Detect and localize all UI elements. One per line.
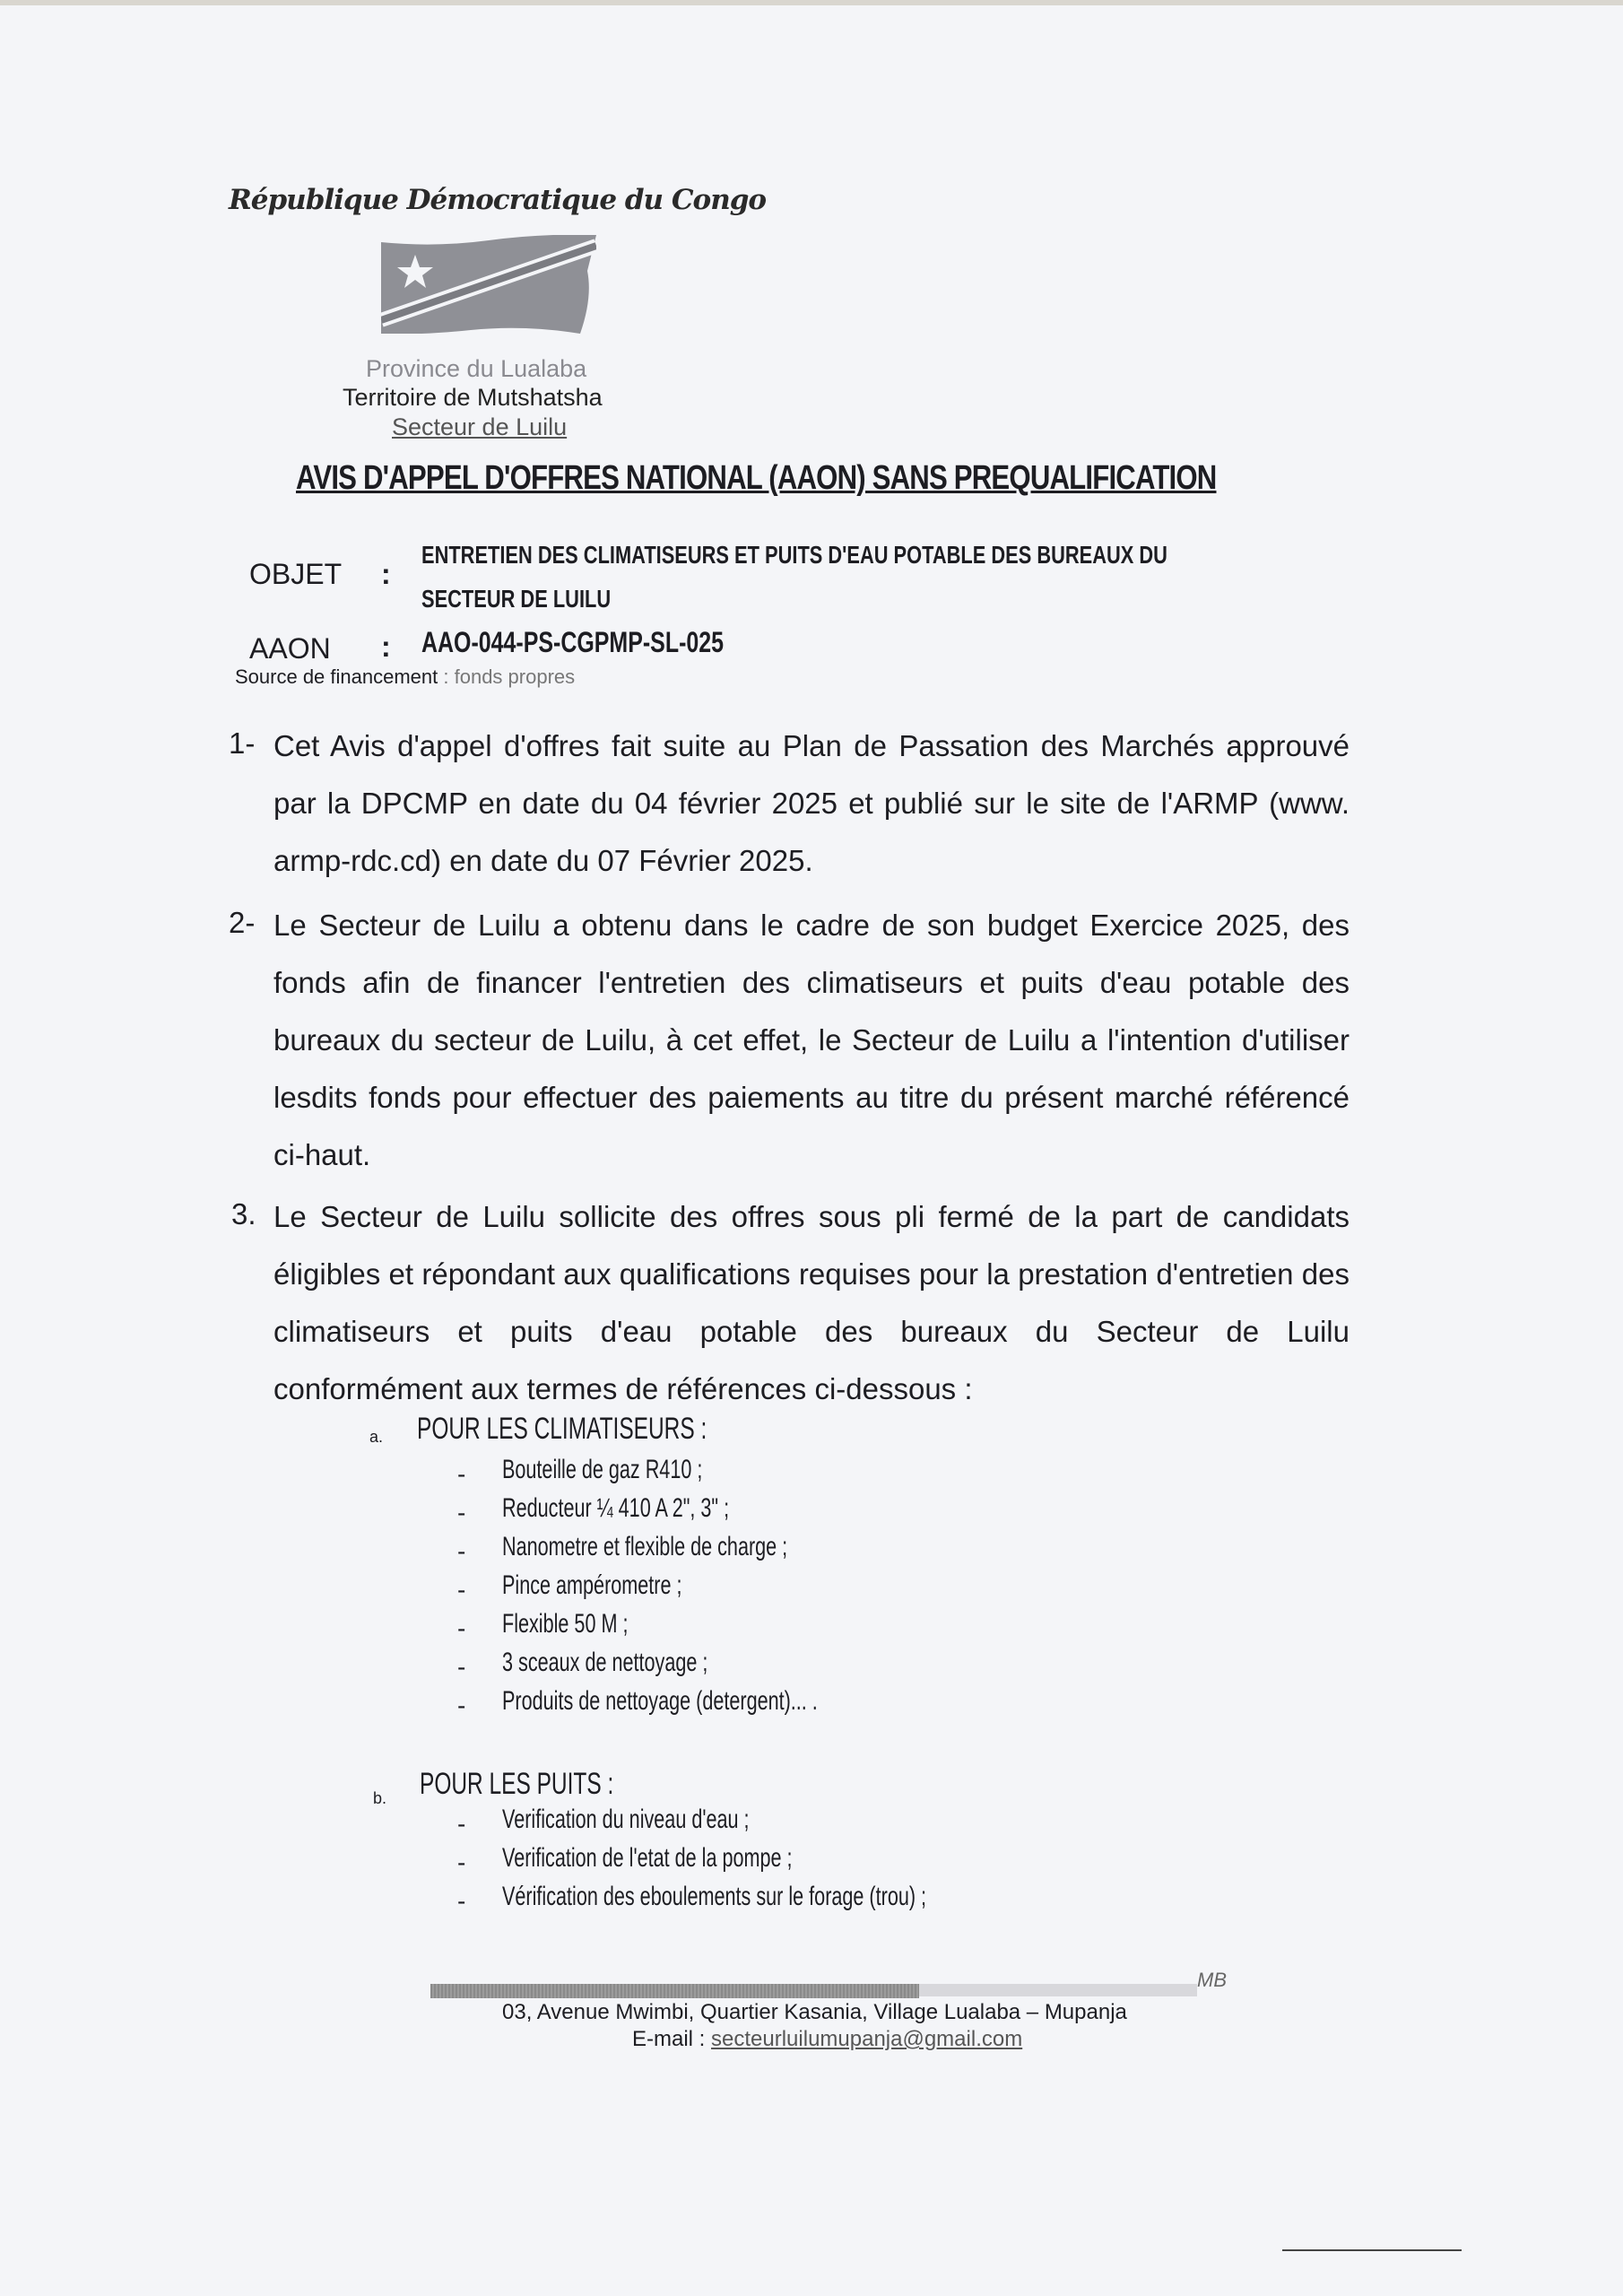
signature-line xyxy=(1282,2249,1462,2251)
bullet-dash-icon: - xyxy=(457,1653,466,1681)
bullet-dash-icon: - xyxy=(457,1460,466,1488)
initials: MB xyxy=(1197,1969,1227,1991)
paragraph-2: Le Secteur de Luilu a obtenu dans le cadre de son budget Exercice 2025, des fonds afin de financer l'entretien des climatiseurs et puits d'eau potable des bureaux du secteur de Luilu, à cet effet, le Secteur de Luilu a l'intention d'utiliser lesdits fonds pour effectuer des paiements au titre du présent marché référencé ci-haut. xyxy=(273,909,1350,1171)
section-heading: POUR LES PUITS : xyxy=(420,1767,614,1801)
footer-email-row xyxy=(632,2027,1022,2052)
objet-label: OBJET xyxy=(249,558,343,590)
email-link[interactable]: secteurluilumupanja@gmail.com xyxy=(711,2027,1023,2051)
bullet-dash-icon: - xyxy=(457,1576,466,1604)
footer-address: 03, Avenue Mwimbi, Quartier Kasania, Village Lualaba – Mupanja xyxy=(502,2000,1127,2024)
secteur-label: Secteur de Luilu xyxy=(392,413,568,440)
email-label: E-mail : xyxy=(632,2027,706,2051)
document-title: AVIS D'APPEL D'OFFRES NATIONAL (AAON) SANS PREQUALIFICATION xyxy=(296,459,1217,497)
drc-flag-icon xyxy=(381,235,596,334)
list-item-text: Vérification des eboulements sur le forage (trou) ; xyxy=(502,1882,927,1911)
bullet-dash-icon: - xyxy=(457,1537,466,1565)
section-letter: b. xyxy=(373,1789,387,1807)
list-item-text: Nanometre et flexible de charge ; xyxy=(502,1532,788,1561)
financing-value: : fonds propres xyxy=(443,665,576,688)
list-item-text: Bouteille de gaz R410 ; xyxy=(502,1455,703,1484)
list-item-text: Flexible 50 M ; xyxy=(502,1609,629,1639)
list-item-text: Verification de l'etat de la pompe ; xyxy=(502,1843,793,1873)
province-label: Province du Lualaba xyxy=(366,355,587,382)
section-heading: POUR LES CLIMATISEURS : xyxy=(417,1412,707,1446)
financing-source xyxy=(235,665,575,689)
paragraph-3: Le Secteur de Luilu sollicite des offres sous pli fermé de la part de candidats éligibles et répondant aux qualifications requises pour la prestation d'entretien des climatiseurs et puits d'eau potable des bureaux du Secteur de Luilu conformément aux termes de références ci-dessous : xyxy=(273,1200,1350,1405)
financing-label: Source de financement xyxy=(235,665,438,688)
paragraph-number: 3. xyxy=(231,1197,256,1231)
objet-sep: : xyxy=(381,558,391,590)
list-item-text: Reducteur ¼ 410 A 2", 3" ; xyxy=(502,1493,730,1523)
section-letter: a. xyxy=(369,1428,384,1446)
bullet-dash-icon: - xyxy=(457,1499,466,1526)
list-item-text: 3 sceaux de nettoyage ; xyxy=(502,1648,708,1677)
list-item-text: Produits de nettoyage (detergent)... . xyxy=(502,1686,818,1716)
paragraph-1: Cet Avis d'appel d'offres fait suite au Plan de Passation des Marchés approuvé par la DPCMP en date du 04 février 2025 et publié sur le site de l'ARMP (www. armp-rdc.cd) en date du 07 Février 2025. xyxy=(273,729,1350,877)
bullet-dash-icon: - xyxy=(457,1614,466,1642)
bullet-dash-icon: - xyxy=(457,1887,466,1915)
paragraph-number: 2- xyxy=(229,906,256,939)
list-item-text: Verification du niveau d'eau ; xyxy=(502,1805,750,1834)
bullet-dash-icon: - xyxy=(457,1848,466,1876)
bullet-dash-icon: - xyxy=(457,1810,466,1838)
footer-bar-light xyxy=(919,1984,1197,1996)
territoire-label: Territoire de Mutshatsha xyxy=(343,384,603,411)
aaon-sep: : xyxy=(381,631,391,663)
objet-line1: ENTRETIEN DES CLIMATISEURS ET PUITS D'EAU POTABLE DES BUREAUX DU xyxy=(421,541,1167,569)
aaon-reference: AAO-044-PS-CGPMP-SL-025 xyxy=(421,626,725,658)
bullet-dash-icon: - xyxy=(457,1692,466,1719)
footer-bar xyxy=(430,1984,919,1998)
country-heading: République Démocratique du Congo xyxy=(229,184,767,216)
paragraph-number: 1- xyxy=(229,726,256,760)
objet-line2: SECTEUR DE LUILU xyxy=(421,585,612,613)
scan-edge xyxy=(0,0,1623,5)
list-item-text: Pince ampérometre ; xyxy=(502,1570,682,1600)
aaon-label: AAON xyxy=(249,632,331,665)
